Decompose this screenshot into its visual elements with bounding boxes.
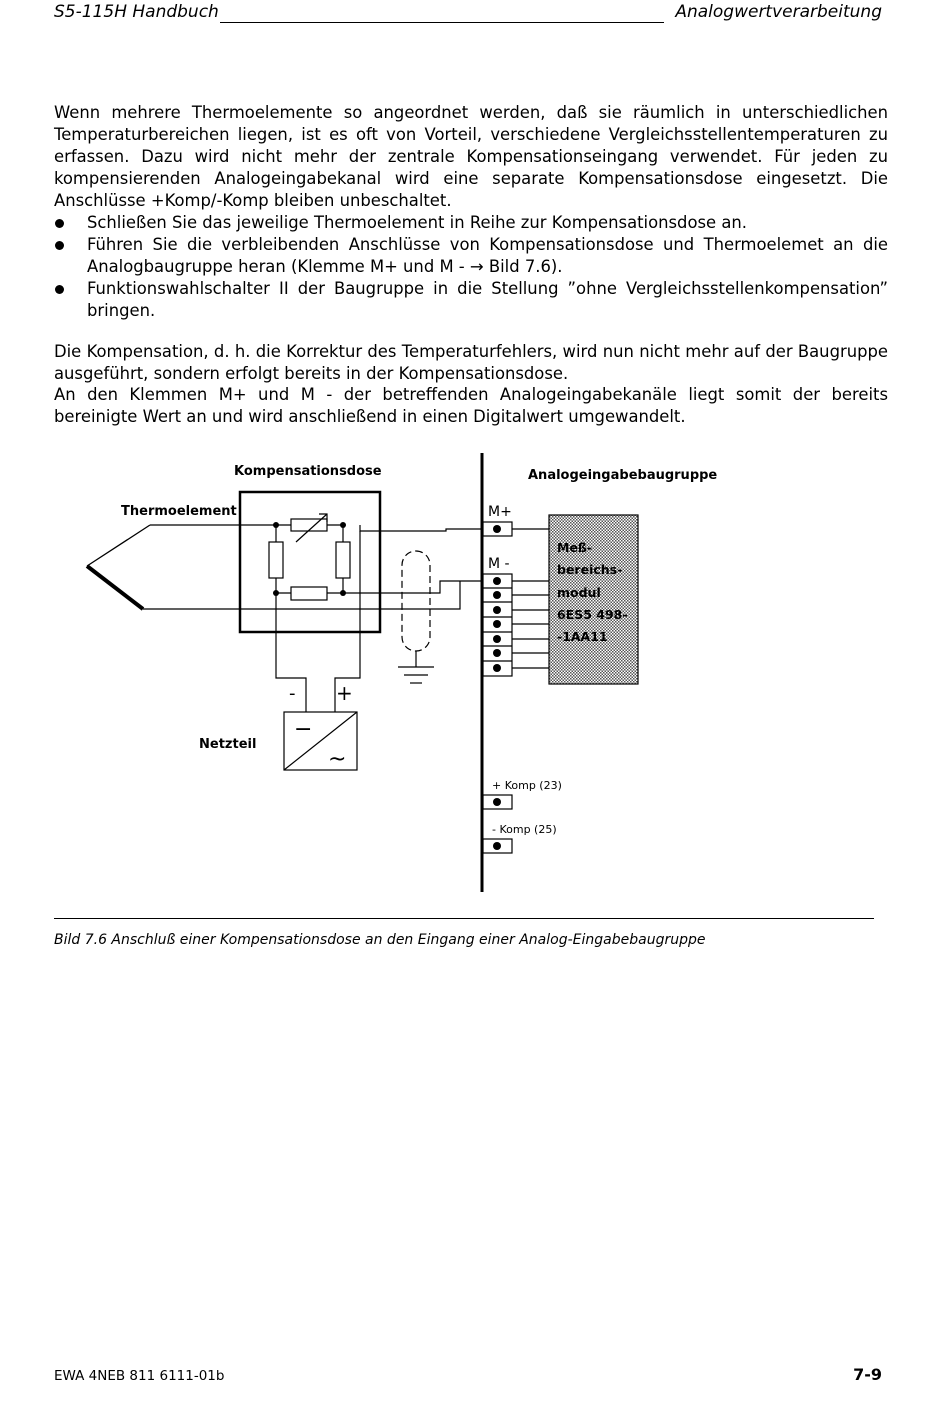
paragraph-intro: Wenn mehrere Thermoelemente so angeordnet werden, daß sie räumlich in unterschiedlichen Temperaturbereichen liegen, ist es oft von Vorteil, verschiedene Vergleichsstellentemperaturen zu erfassen. Dazu wird nicht mehr der zentrale Kompensationseingang verwendet. Für jeden zu kompensierenden Analogeingabekanal wird eine separate Kompensationsdose eingesetzt. Die Anschlüsse +Komp/-Komp bleiben unbeschaltet. (54, 103, 888, 210)
wiring-diagram (0, 440, 950, 910)
label-thermoelement: Thermoelement (121, 504, 237, 519)
list-item-text: Führen Sie die verbleibenden Anschlüsse von Kompensationsdose und Thermoelemet an die Analogbaugruppe heran (Klemme M+ und M - → Bild 7.6). (87, 235, 888, 276)
range-module-line: -1AA11 (557, 629, 608, 644)
paragraph-compensation: Die Kompensation, d. h. die Korrektur des Temperaturfehlers, wird nun nicht mehr auf der Baugruppe ausgeführt, sondern erfolgt bereits in der Kompensationsdose. (54, 342, 888, 383)
figure-rule (54, 918, 874, 919)
label-komp-minus: - Komp (25) (492, 823, 557, 836)
header-title: S5-115H Handbuch (54, 2, 219, 22)
range-module-line: modul (557, 585, 601, 600)
terminal-to-module-wires (512, 529, 549, 668)
label-kompensationsdose: Kompensationsdose (234, 464, 382, 479)
bridge-nodes (273, 522, 346, 596)
psu-dc-symbol: − (294, 717, 313, 742)
bullet-icon (55, 219, 64, 228)
supply-plus-label: + (336, 681, 353, 705)
label-netzteil: Netzteil (199, 737, 257, 752)
komp-minus-screw (493, 842, 501, 850)
list-item (54, 278, 888, 322)
list-item (54, 234, 888, 278)
list-item-text: Funktionswahlschalter II der Baugruppe in die Stellung ”ohne Vergleichsstellenkompensation” bringen. (87, 279, 888, 320)
instruction-list (54, 212, 888, 322)
figure-caption: Bild 7.6 Anschluß einer Kompensationsdose an den Eingang einer Analog-Eingabebaugruppe (54, 932, 706, 948)
komp-plus-screw (493, 798, 501, 806)
label-m-minus: M - (488, 556, 510, 572)
header-section: Analogwertverarbeitung (675, 2, 882, 22)
label-analogeingabebaugruppe: Analogeingabebaugruppe (528, 468, 718, 483)
compensation-box (240, 492, 380, 632)
thermocouple-symbol (87, 525, 276, 609)
range-module-line: bereichs- (557, 562, 623, 577)
list-item-text: Schließen Sie das jeweilige Thermoelement in Reihe zur Kompensationsdose an. (87, 213, 747, 232)
bullet-icon (55, 241, 64, 250)
header-rule (220, 22, 664, 23)
list-item (54, 212, 888, 234)
shield-ground-symbol (398, 551, 434, 683)
label-komp-plus: + Komp (23) (492, 779, 562, 792)
bullet-icon (55, 285, 64, 294)
page-number: 7-9 (853, 1365, 882, 1384)
supply-minus-label: - (289, 683, 296, 704)
document-number: EWA 4NEB 811 6111-01b (54, 1368, 225, 1384)
range-module-line: Meß- (557, 540, 593, 555)
label-m-plus: M+ (488, 504, 512, 520)
bridge-circuit (269, 514, 350, 609)
psu-ac-symbol: ~ (328, 747, 347, 772)
range-module-line: 6ES5 498- (557, 607, 628, 622)
paragraph-terminals: An den Klemmen M+ und M - der betreffenden Analogeingabekanäle liegt somit der bereits bereinigte Wert an und wird anschließend in einen Digitalwert umgewandelt. (54, 385, 888, 426)
